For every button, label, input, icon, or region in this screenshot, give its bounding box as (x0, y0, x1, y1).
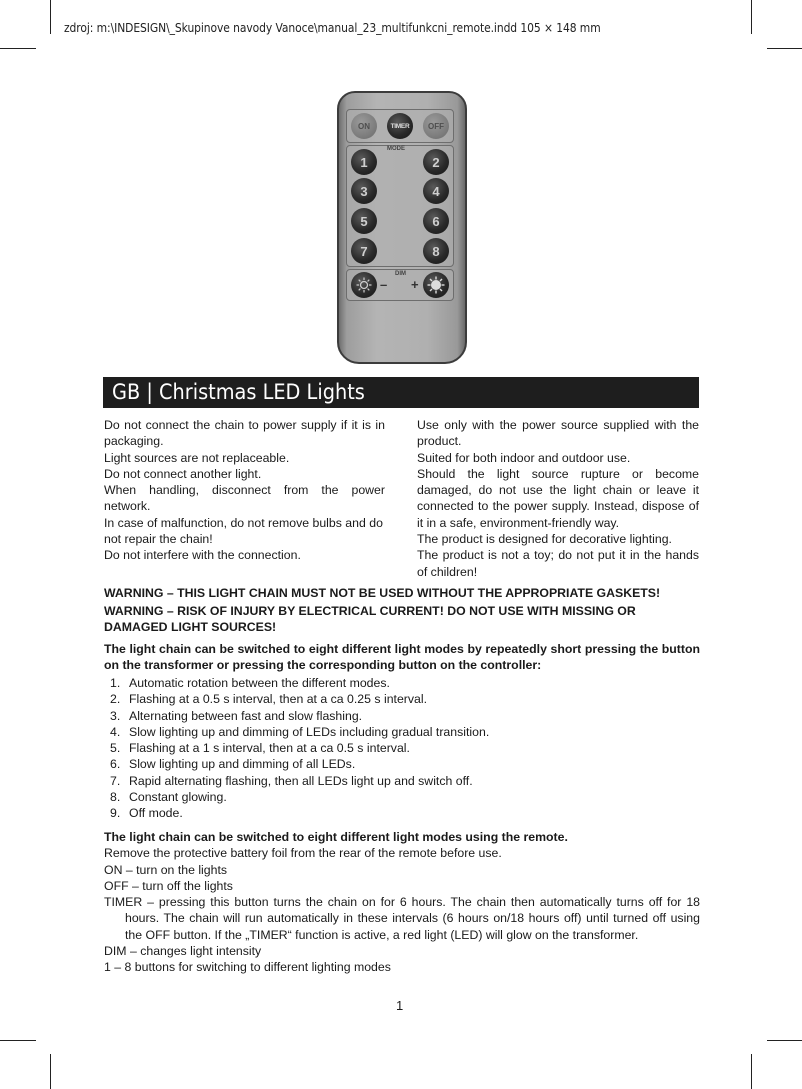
mode-number: 6. (110, 757, 121, 772)
mode-button-7: 7 (351, 238, 377, 264)
mode-number: 5. (110, 741, 121, 756)
timer-button: TIMER (387, 113, 413, 139)
crop-mark (0, 48, 36, 49)
mode-text: Rapid alternating flashing, then all LEDs light up and switch off. (129, 773, 473, 788)
mode-number: 1. (110, 676, 121, 690)
off-button: OFF (423, 113, 449, 139)
crop-mark (0, 1040, 36, 1041)
mode-number: 2. (110, 692, 121, 707)
mode-text: Slow lighting up and dimming of all LEDs. (129, 757, 356, 772)
dim-label: DIM (395, 271, 406, 277)
mode-item (110, 708, 489, 724)
mode-number: 8. (110, 790, 121, 805)
mode-text: Flashing at a 1 s interval, then at a ca 0.5 s interval. (129, 741, 410, 756)
mode-text: Alternating between fast and slow flashing. (129, 708, 363, 723)
safety-note: Do not connect the chain to power supply if it is in packaging. (104, 418, 385, 449)
safety-left-column (104, 417, 385, 564)
mode-button-6: 6 (423, 208, 449, 234)
mode-number: 9. (110, 806, 121, 821)
mode-button-5: 5 (351, 208, 377, 234)
mode-text: Slow lighting up and dimming of LEDs including gradual transition. (129, 724, 490, 739)
mode-label: MODE (387, 146, 405, 152)
heading-text: GB | Christmas LED Lights (112, 380, 365, 404)
mode-item (110, 805, 489, 821)
page-number: 1 (396, 998, 404, 1013)
mode-button-1: 1 (351, 149, 377, 175)
safety-note: Suited for both indoor and outdoor use. (417, 450, 631, 465)
modes-intro: The light chain can be switched to eight different light modes by repeatedly short pressing the button on the transformer or pressing the corresponding button on the controller: (104, 642, 700, 673)
on-button: ON (351, 113, 377, 139)
remote-instruction: 1 – 8 buttons for switching to different lighting modes (104, 960, 391, 975)
section-heading (103, 377, 699, 408)
remote-instruction: Remove the protective battery foil from the rear of the remote before use. (104, 846, 502, 861)
safety-note: In case of malfunction, do not remove bulbs and do not repair the chain! (104, 515, 383, 547)
modes-list (110, 675, 489, 822)
safety-note: Light sources are not replaceable. (104, 450, 290, 465)
mode-item (110, 724, 489, 740)
mode-item (110, 773, 489, 789)
safety-note: The product is not a toy; do not put it in the hands of children! (417, 548, 699, 579)
mode-button-4: 4 (423, 178, 449, 204)
mode-text: Off mode. (129, 806, 183, 821)
remote-instructions (104, 829, 700, 976)
remote-illustration (337, 91, 467, 364)
crop-mark (751, 1054, 752, 1089)
mode-button-3: 3 (351, 178, 377, 204)
warning-gaskets: WARNING – THIS LIGHT CHAIN MUST NOT BE USED WITHOUT THE APPROPRIATE GASKETS! (104, 586, 661, 600)
mode-item (110, 740, 489, 756)
dim-plus-sign: + (411, 277, 419, 292)
mode-number: 7. (110, 773, 121, 788)
mode-number: 4. (110, 724, 121, 739)
mode-number: 3. (110, 708, 121, 723)
mode-text: Constant glowing. (129, 790, 227, 805)
safety-note: Should the light source rupture or become damaged, do not use the light chain or leave it connected to the power supply. Instead, dispose of it in a safe, environment-friendly way. (417, 466, 699, 530)
file-slug: zdroj: m:\INDESIGN\_Skupinove navody Vanoce\manual_23_multifunkcni_remote.indd 105 × 148 mm (64, 20, 601, 35)
safety-note: When handling, disconnect from the power network. (104, 483, 385, 514)
safety-note: Do not interfere with the connection. (104, 548, 301, 563)
safety-right-column (417, 417, 699, 580)
remote-instruction: DIM – changes light intensity (104, 944, 262, 959)
mode-button-2: 2 (423, 149, 449, 175)
warning-electrical: WARNING – RISK OF INJURY BY ELECTRICAL CURRENT! DO NOT USE WITH MISSING OR DAMAGED LIGHT SOURCES! (104, 604, 636, 635)
mode-button-8: 8 (423, 238, 449, 264)
dim-down-sun-icon (351, 272, 377, 298)
safety-note: The product is designed for decorative lighting. (417, 532, 672, 547)
remote-instruction: ON – turn on the lights (104, 862, 228, 877)
mode-item (110, 789, 489, 805)
remote-section-title: The light chain can be switched to eight different light modes using the remote. (104, 830, 568, 844)
dim-minus-sign: – (380, 277, 388, 292)
crop-mark (50, 0, 51, 34)
crop-mark (751, 0, 752, 34)
dim-up-sun-icon (423, 272, 449, 298)
crop-mark (767, 48, 802, 49)
mode-text: Flashing at a 0.5 s interval, then at a ca 0.25 s interval. (129, 692, 428, 707)
safety-note: Do not connect another light. (104, 466, 262, 481)
crop-mark (767, 1040, 802, 1041)
mode-item (110, 691, 489, 707)
remote-instruction: OFF – turn off the lights (104, 878, 233, 893)
crop-mark (50, 1054, 51, 1089)
mode-text: Automatic rotation between the different modes. (129, 676, 390, 690)
remote-instruction: TIMER – pressing this button turns the chain on for 6 hours. The chain then automatically turns off for 18 hours. The chain will run automatically in these intervals (6 hours on/18 hours off) until turned off using the OFF button. If the „TIMER“ function is active, a red light (LED) will glow on the transformer. (104, 895, 700, 942)
mode-item (110, 675, 489, 691)
mode-item (110, 756, 489, 772)
safety-note: Use only with the power source supplied with the product. (417, 418, 699, 449)
